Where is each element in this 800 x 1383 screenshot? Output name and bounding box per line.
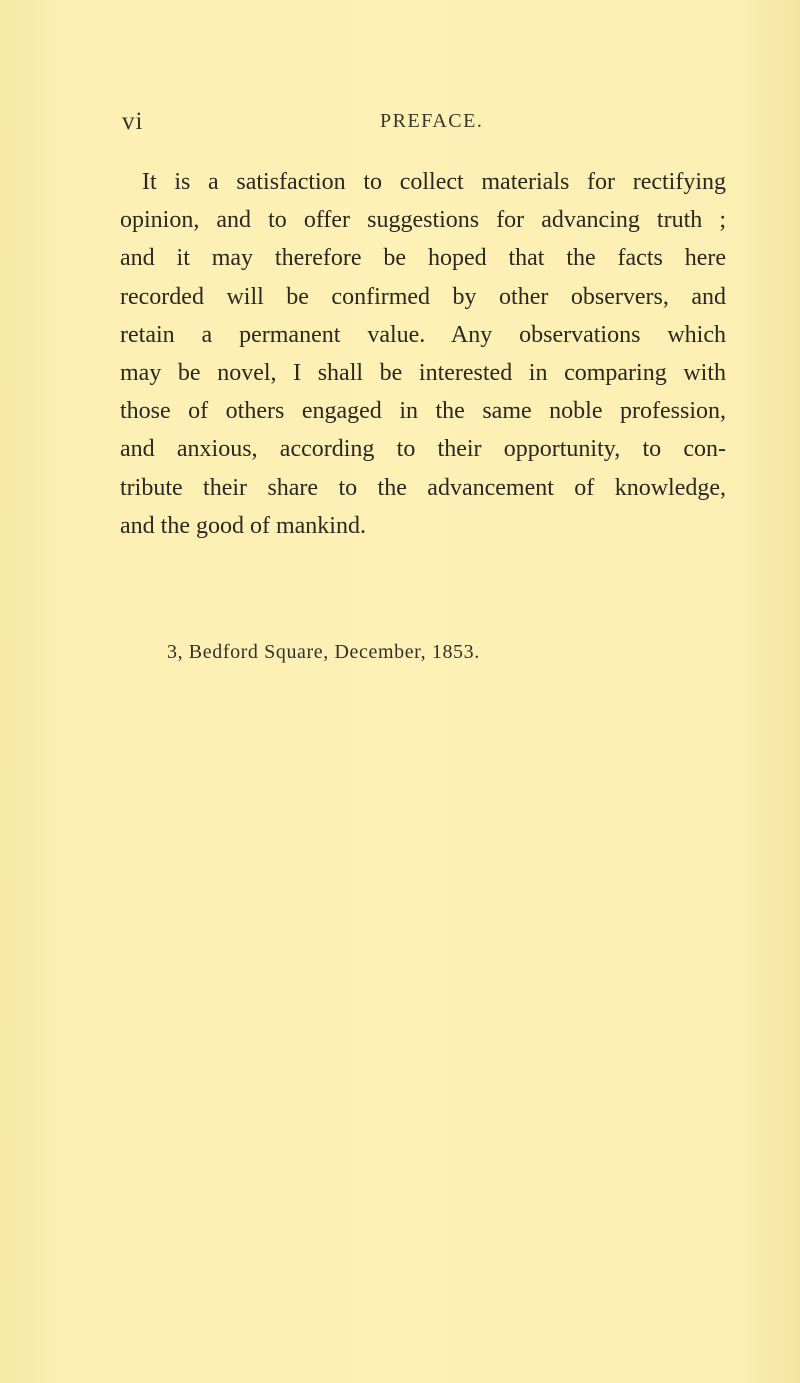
text-line: retain a permanent value. Any observations which <box>120 321 726 348</box>
preface-paragraph <box>120 163 726 545</box>
text-line: opinion, and to offer suggestions for advancing truth ; <box>120 207 726 234</box>
place-date-signature: 3, Bedford Square, December, 1853. <box>167 641 480 663</box>
text-line: and anxious, according to their opportunity, to con- <box>120 436 726 463</box>
text-line: It is a satisfaction to collect materials for rectifying <box>142 169 726 195</box>
text-line: and it may therefore be hoped that the facts here <box>120 245 726 272</box>
running-title: PREFACE. <box>380 110 484 132</box>
text-line: recorded will be confirmed by other observers, and <box>120 283 726 310</box>
text-line: those of others engaged in the same noble profession, <box>120 398 726 425</box>
text-line: tribute their share to the advancement of knowledge, <box>120 474 726 501</box>
text-line: and the good of mankind. <box>120 512 366 539</box>
text-line: may be novel, I shall be interested in comparing with <box>120 360 726 387</box>
page-number: vi <box>122 108 144 135</box>
running-head <box>0 108 800 136</box>
